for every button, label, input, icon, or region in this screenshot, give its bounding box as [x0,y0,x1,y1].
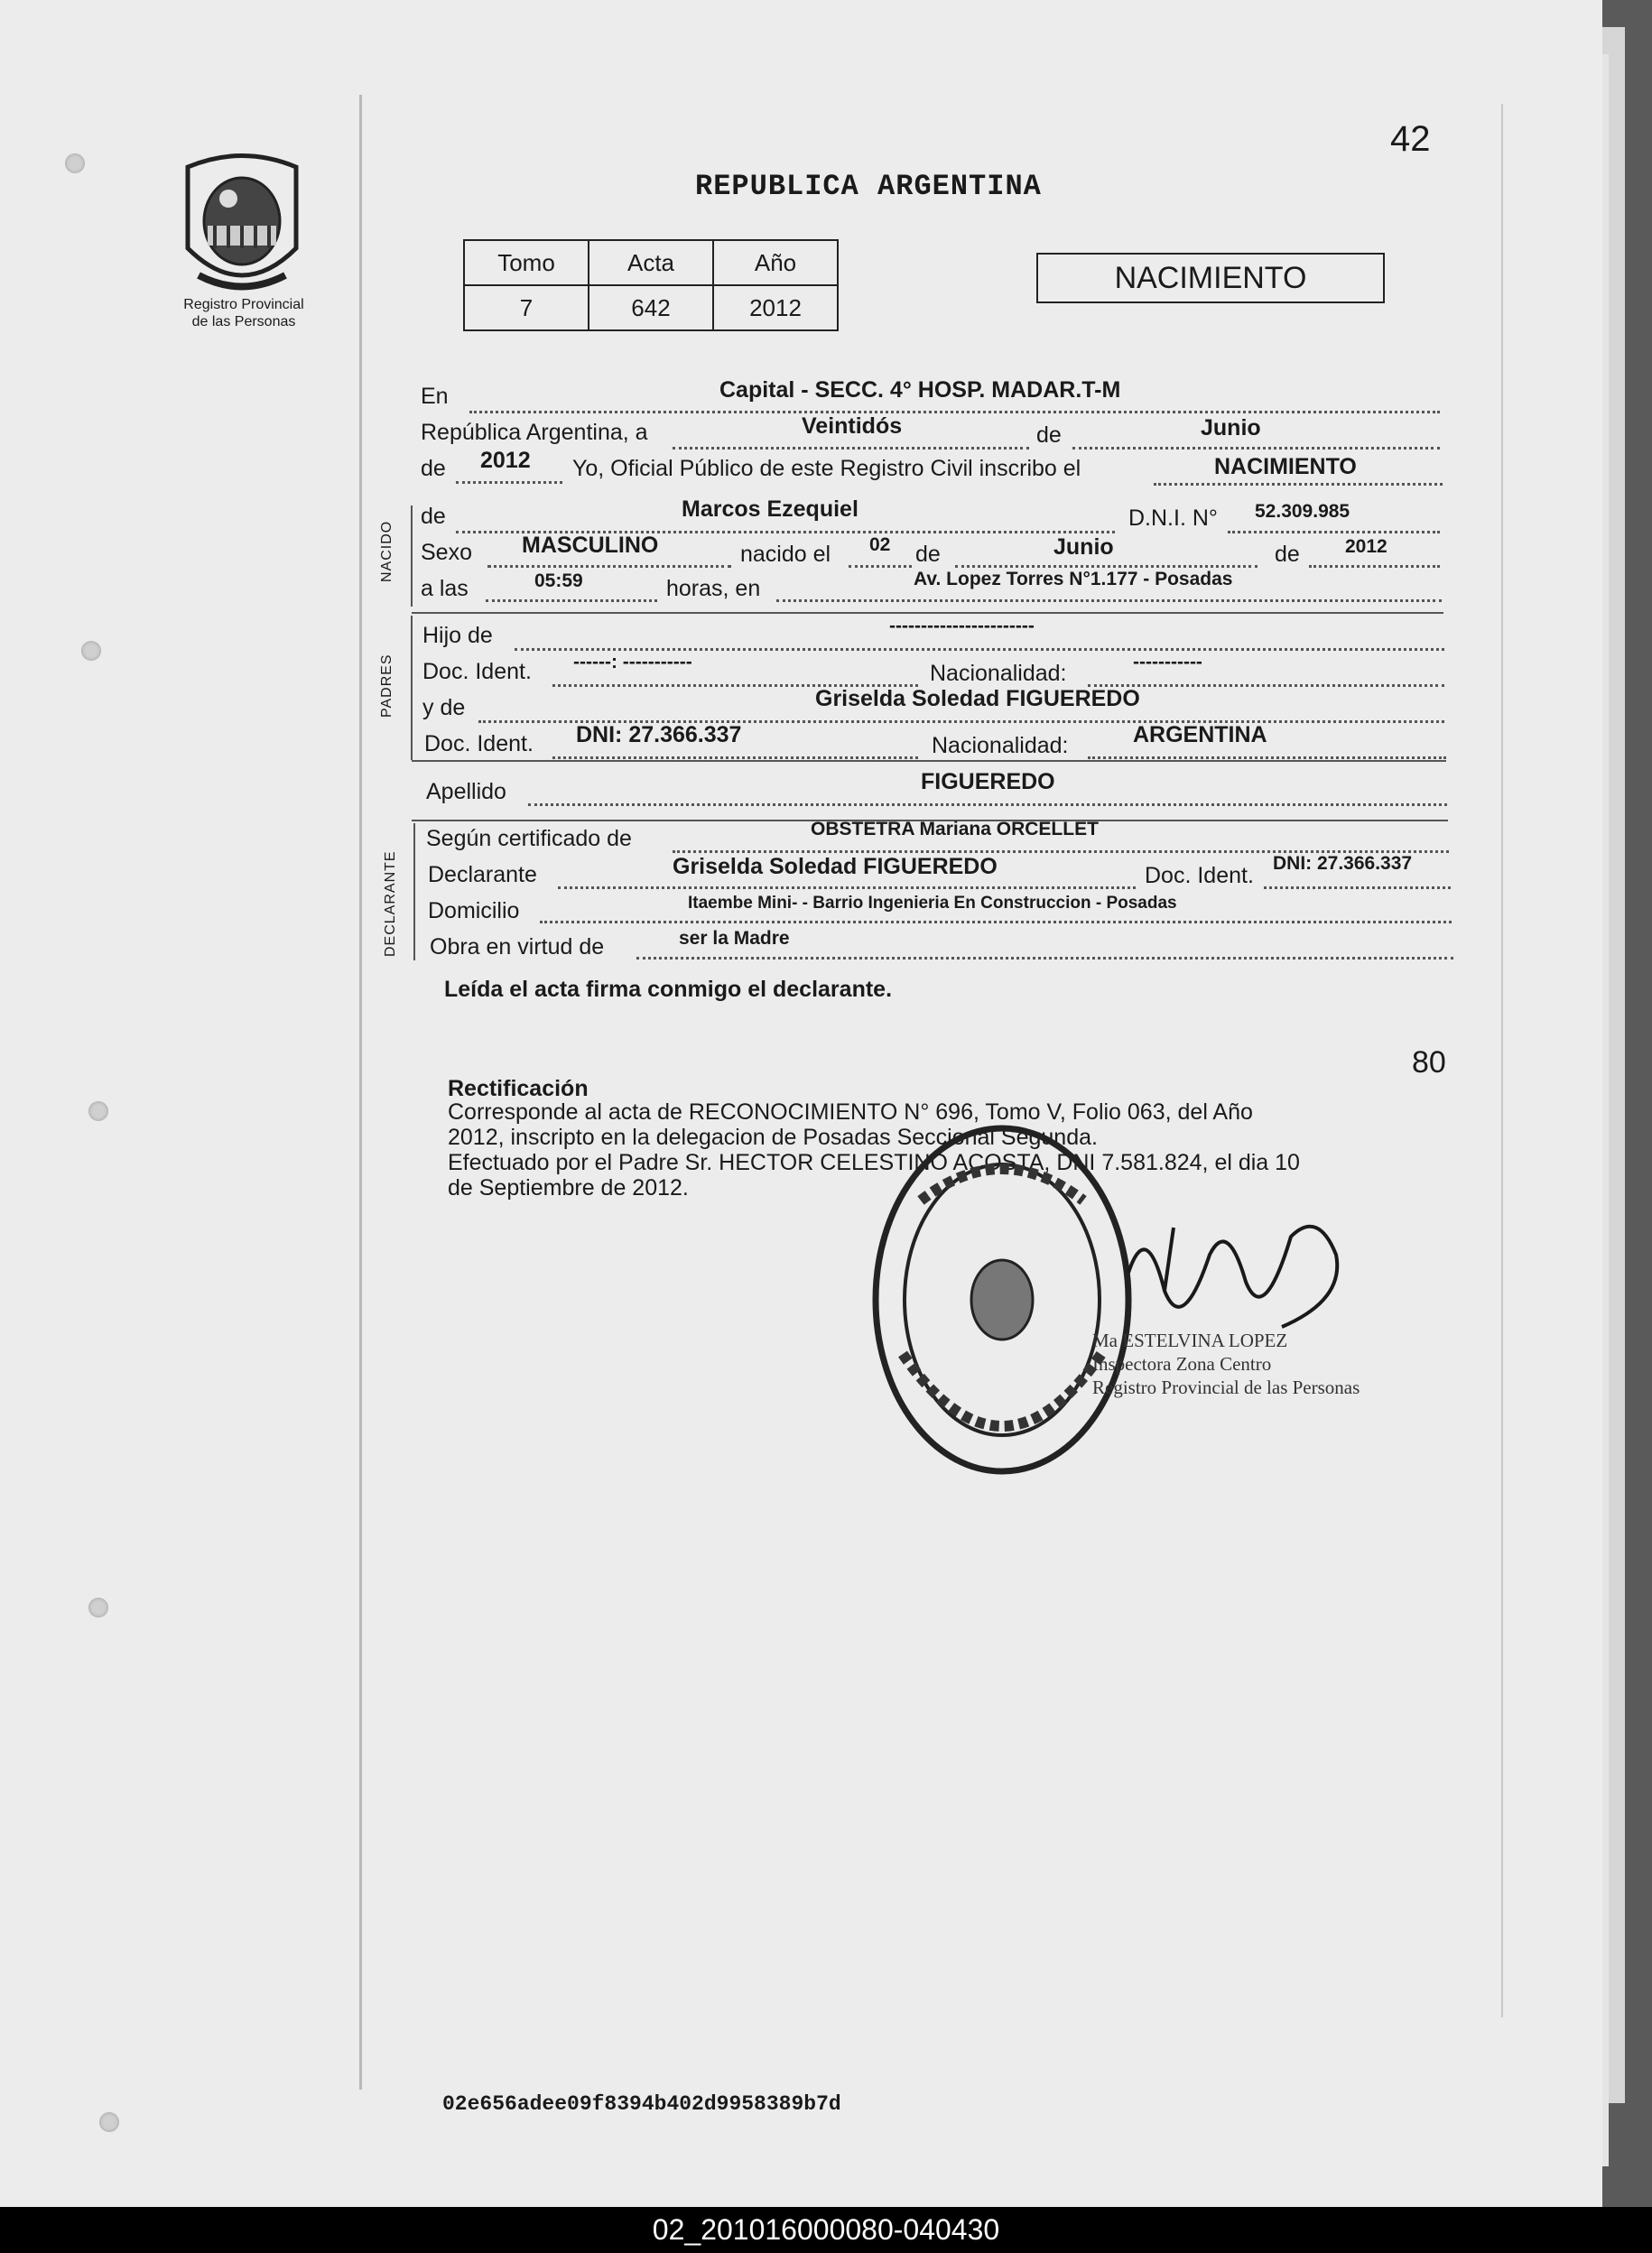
dotted-line [456,481,562,484]
official-stamp [867,1119,1137,1480]
time-label: a las [421,576,469,601]
dotted-line [849,565,912,568]
dotted-line [1154,483,1443,486]
mother-label: y de [422,695,466,720]
logo-caption [153,296,334,330]
dotted-line [1088,756,1446,759]
section-bar [411,505,413,607]
province-seal-logo [179,149,305,293]
punch-hole [65,153,85,173]
born-year: 2012 [1345,536,1387,557]
date-de-label: de [1036,422,1062,448]
dotted-line [1088,684,1444,687]
signer-block [1092,1329,1360,1399]
rectification-line: Corresponde al acta de RECONOCIMIENTO N° 696, Tomo V, Folio 063, del Año [448,1099,1253,1125]
dotted-line [1264,886,1451,889]
section-bar [413,823,415,960]
birth-time: 05:59 [534,570,583,591]
section-label-padres: PADRES [379,654,394,718]
mother-doc: DNI: 27.366.337 [576,722,742,747]
name-label: de [421,504,446,529]
rectification-line: Efectuado por el Padre Sr. HECTOR CELESTINO ACOSTA, DNI 7.581.824, el dia 10 [448,1150,1300,1175]
dotted-line [515,648,1444,651]
date-label: República Argentina, a [421,420,648,445]
punch-hole [81,641,101,661]
father-nationality: ----------- [1133,652,1202,672]
certificate-label: Según certificado de [426,826,632,851]
page-number: 42 [1390,119,1431,159]
section-label-declarante: DECLARANTE [383,850,398,957]
dotted-line [1072,447,1440,450]
rectification-line: de Septiembre de 2012. [448,1175,689,1201]
dotted-line [955,565,1258,568]
table-header: Tomo [464,240,589,285]
punch-hole [88,1101,108,1121]
dni-label: D.N.I. N° [1128,505,1218,531]
dotted-line [673,447,1029,450]
surname-value: FIGUEREDO [921,769,1055,794]
file-id-footer: 02_201016000080-040430 [0,2207,1652,2253]
dotted-line [469,411,1440,413]
address-value: Itaembe Mini- - Barrio Ingenieria En Construccion - Posadas [688,894,1177,913]
margin-number: 80 [1412,1045,1446,1080]
dotted-line [540,921,1452,923]
rectification-line: 2012, inscripto en la delegacion de Posadas Seccional Segunda. [448,1125,1098,1150]
address-label: Domicilio [428,898,520,923]
born-de-label: de [915,542,941,567]
capacity-label: Obra en virtud de [430,934,605,960]
date-year: 2012 [480,448,531,473]
father-doc: ------: ----------- [573,652,692,672]
table-header: Año [713,240,838,285]
father-label: Hijo de [422,623,493,648]
dotted-line [1228,531,1440,533]
margin-line [359,95,362,2090]
registry-table [463,239,839,331]
logo-caption-line: de las Personas [191,314,296,329]
mother-nat-label: Nacionalidad: [932,733,1069,758]
born-month: Junio [1053,534,1114,560]
rectification-title: Rectificación [448,1076,589,1101]
born-de2-label: de [1275,542,1300,567]
table-cell: 7 [464,285,589,330]
act-type: NACIMIENTO [1214,454,1357,479]
hours-label: horas, en [666,576,761,601]
sex-label: Sexo [421,540,472,565]
official-text: Yo, Oficial Público de este Registro Civil inscribo el [572,456,1081,481]
record-type-box: NACIMIENTO [1036,253,1385,303]
dotted-line [776,599,1442,602]
dotted-line [558,886,1136,889]
surname-label: Apellido [426,779,506,804]
table-cell: 642 [589,285,713,330]
dotted-line [552,756,918,759]
signer-title: Inspectora Zona Centro [1092,1353,1272,1375]
declarant-doc-label: Doc. Ident. [1145,863,1254,888]
declarant-label: Declarante [428,862,537,887]
dotted-line [528,803,1447,806]
born-label: nacido el [740,542,831,567]
logo-caption-line: Registro Provincial [183,297,304,312]
child-name: Marcos Ezequiel [682,496,858,522]
section-divider [412,612,1443,614]
father-nat-label: Nacionalidad: [930,661,1067,686]
father-name: ----------------------- [889,616,1035,636]
section-bar [411,616,413,760]
capacity-value: ser la Madre [679,928,790,949]
date-month: Junio [1201,415,1261,440]
country-title: REPUBLICA ARGENTINA [695,170,1042,203]
mother-name: Griselda Soledad FIGUEREDO [815,686,1140,711]
table-header: Acta [589,240,713,285]
declarant-name: Griselda Soledad FIGUEREDO [673,854,998,879]
place-label: En [421,384,449,409]
dotted-line [487,565,731,568]
year-label: de [421,456,446,481]
section-divider [412,760,1446,762]
document-hash: 02e656adee09f8394b402d9958389b7d [442,2092,841,2116]
date-day: Veintidós [802,413,903,439]
dotted-line [1309,565,1440,568]
birth-place: Av. Lopez Torres N°1.177 - Posadas [914,569,1233,589]
signature [1110,1201,1354,1345]
child-dni: 52.309.985 [1255,501,1350,522]
certificate-value: OBSTETRA Mariana ORCELLET [811,819,1099,839]
mother-doc-label: Doc. Ident. [424,731,534,756]
section-label-nacido: NACIDO [379,520,394,582]
born-day: 02 [869,534,891,555]
closing-statement: Leída el acta firma conmigo el declarante. [444,977,893,1002]
punch-hole [88,1598,108,1618]
signer-name: Ma ESTELVINA LOPEZ [1092,1330,1288,1351]
mother-nationality: ARGENTINA [1133,722,1267,747]
table-cell: 2012 [713,285,838,330]
signer-office: Registro Provincial de las Personas [1092,1377,1360,1398]
place-value: Capital - SECC. 4° HOSP. MADAR.T-M [719,377,1121,403]
declarant-doc: DNI: 27.366.337 [1273,853,1413,874]
dotted-line [636,957,1453,960]
child-sex: MASCULINO [522,533,659,558]
margin-line-right [1501,104,1503,2017]
punch-hole [99,2112,119,2132]
dotted-line [486,599,657,602]
father-doc-label: Doc. Ident. [422,659,532,684]
